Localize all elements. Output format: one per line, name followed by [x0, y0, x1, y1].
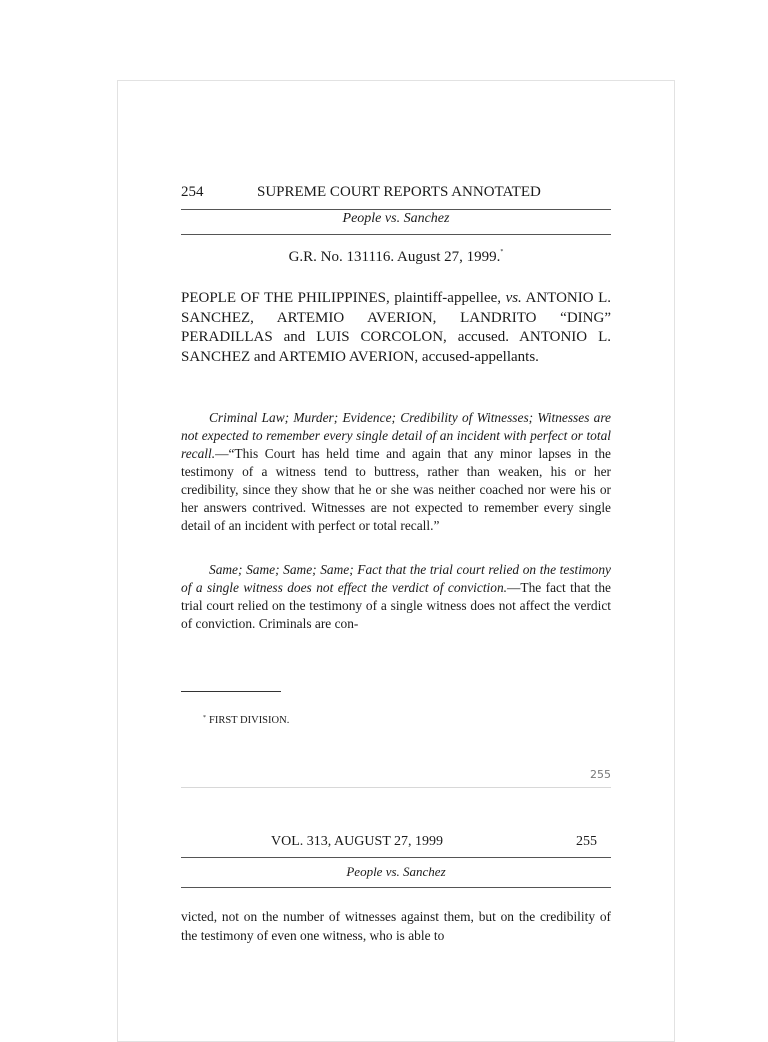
continuation-paragraph: victed, not on the number of witnesses against them, but on the credibility of the testimony of even one witness, who is able to	[181, 909, 611, 943]
case-caption-2: People vs. Sanchez	[346, 864, 446, 879]
running-title-2: VOL. 313, AUGUST 27, 1999	[271, 834, 444, 849]
gr-number-text: G.R. No. 131116. August 27, 1999.	[288, 249, 501, 265]
case-caption: People vs. Sanchez	[342, 211, 450, 226]
document-page	[117, 80, 675, 1042]
next-page-indicator: 255	[590, 768, 611, 781]
gr-number-line	[181, 249, 611, 266]
header-rule-2	[181, 857, 611, 858]
syllabus-paragraph-2	[181, 561, 611, 633]
caption-rule-2	[181, 887, 611, 888]
syllabus-2-body: —The fact that the trial court relied on the testimony of a single witness does not affect the verdict of conviction. Criminals are con-	[181, 580, 611, 631]
gr-footnote-mark: *	[500, 249, 504, 255]
syllabus-paragraph-1	[181, 409, 611, 535]
parties-vs: vs.	[505, 290, 522, 306]
footnote	[203, 715, 289, 726]
header-rule	[181, 209, 611, 210]
footnote-text: FIRST DIVISION.	[209, 715, 290, 726]
footnote-mark: *	[203, 715, 206, 721]
syllabus-2-heading: Same; Same; Same; Same; Fact that the trial court relied on the testimony of a single witness does not effect the verdict of conviction.	[181, 562, 611, 595]
page-number: 254	[181, 184, 204, 200]
syllabus-1-body: —“This Court has held time and again that any minor lapses in the testimony of a witness tend to buttress, rather than weaken, his or her credibility, since they show that he or she was neither coached nor were his or her answers contrived. Witnesses are not expected to remember every single detail of an incident with perfect or total recall.”	[181, 446, 611, 533]
case-parties	[181, 289, 611, 367]
parties-plaintiff: PEOPLE OF THE PHILIPPINES, plaintiff-appellee,	[181, 290, 502, 306]
parties-accused: ANTONIO L. SANCHEZ, ARTEMIO AVERION, LANDRITO “DING” PERADILLAS and LUIS CORCOLON, accused. ANTONIO L. SANCHEZ and ARTEMIO AVERION, accused-appellants.	[181, 290, 612, 365]
caption-rule	[181, 234, 611, 235]
page-number-2: 255	[576, 834, 597, 849]
syllabus-1-heading: Criminal Law; Murder; Evidence; Credibility of Witnesses; Witnesses are not expected to remember every single detail of an incident with perfect or total recall.	[181, 410, 611, 461]
footnote-rule	[181, 691, 281, 692]
page-separator	[181, 787, 611, 788]
running-title: SUPREME COURT REPORTS ANNOTATED	[257, 184, 541, 200]
